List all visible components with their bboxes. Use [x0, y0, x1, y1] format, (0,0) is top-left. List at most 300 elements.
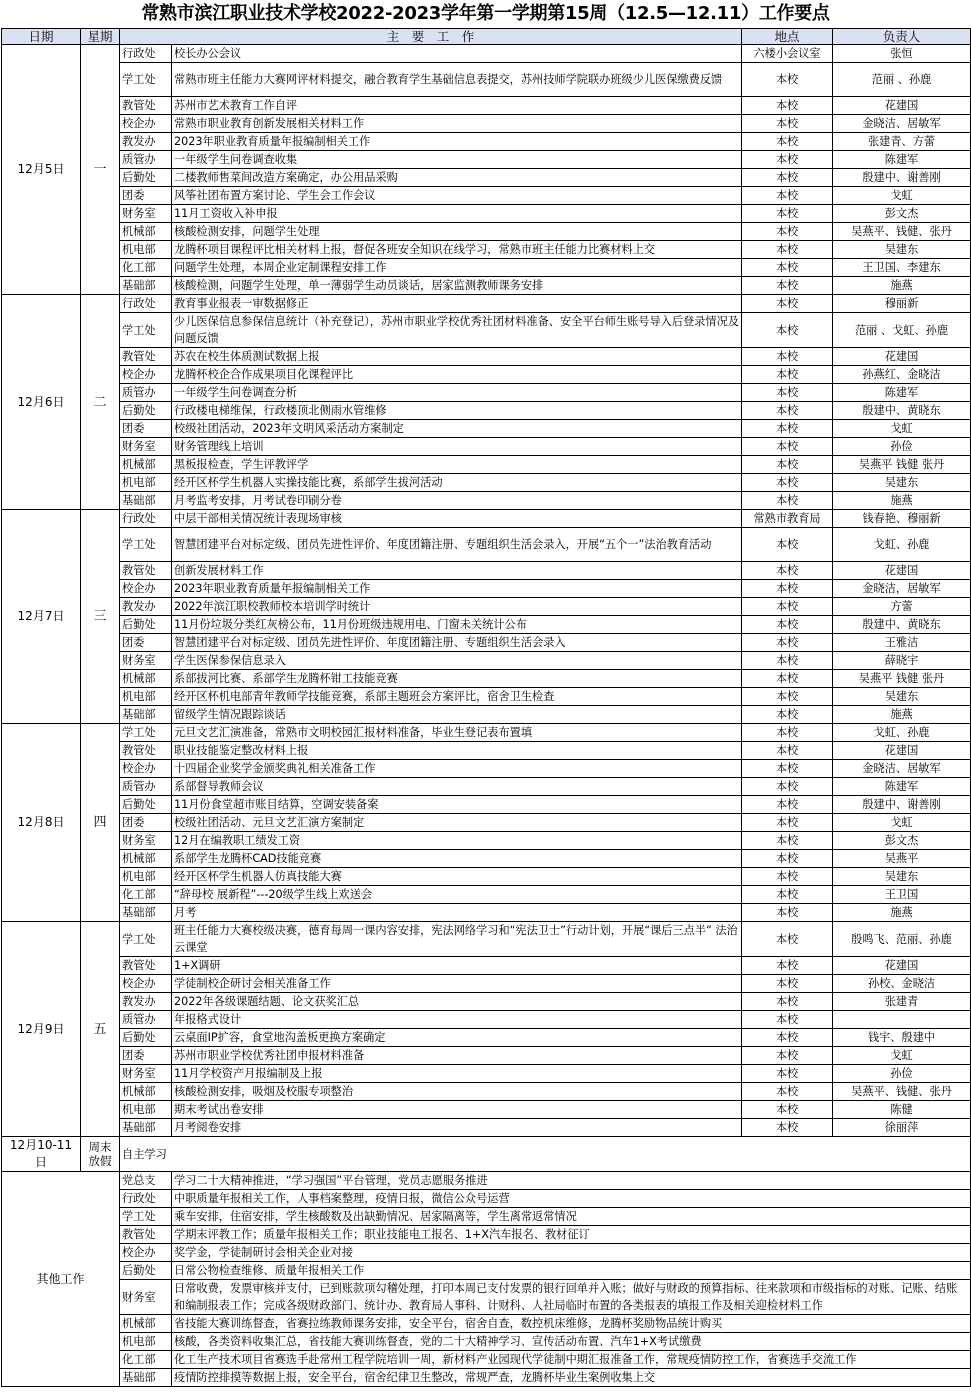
task-text: 常熟市职业教育创新发展相关材料工作 — [172, 115, 742, 133]
location: 本校 — [742, 420, 833, 438]
table-row — [2, 510, 971, 528]
task-text: 教育事业报表一审数据修正 — [172, 295, 742, 313]
header-location: 地点 — [742, 29, 833, 45]
owner: 徐丽萍 — [833, 1119, 971, 1137]
owner: 戈虹、孙鹿 — [833, 724, 971, 742]
table-row — [2, 957, 971, 975]
task-text: 留级学生情况跟踪谈话 — [172, 706, 742, 724]
location: 本校 — [742, 187, 833, 205]
location: 本校 — [742, 993, 833, 1011]
other-work-row — [2, 1262, 971, 1280]
day-date: 12月6日 — [2, 295, 81, 510]
task-text: 年报格式设计 — [172, 1011, 742, 1029]
task-text: 校长办公会议 — [172, 45, 742, 63]
day-weekday: 五 — [81, 922, 120, 1137]
department: 团委 — [120, 187, 172, 205]
owner: 花建国 — [833, 742, 971, 760]
department: 教管处 — [120, 348, 172, 366]
task-text: 2023年职业教育质量年报编制相关工作 — [172, 580, 742, 598]
task-text: 11月学校资产月报编制及上报 — [172, 1065, 742, 1083]
department: 机械部 — [120, 670, 172, 688]
task-text: 经开区杯机电部青年教师学技能竞赛，系部主题班会方案评比，宿舍卫生检查 — [172, 688, 742, 706]
task-text: 校级社团活动、元旦文艺汇演方案制定 — [172, 814, 742, 832]
owner: 殷建中、黄晓东 — [833, 616, 971, 634]
task-text: 核酸检测安排，吸烟及校服专项整治 — [172, 1083, 742, 1101]
table-row — [2, 402, 971, 420]
task-text: 月考阅卷安排 — [172, 1119, 742, 1137]
table-row — [2, 45, 971, 63]
department: 化工部 — [120, 259, 172, 277]
location: 本校 — [742, 348, 833, 366]
table-row — [2, 742, 971, 760]
department: 机电部 — [120, 241, 172, 259]
task-text: 职业技能鉴定整改材料上报 — [172, 742, 742, 760]
owner: 花建国 — [833, 348, 971, 366]
owner: 吴建东 — [833, 688, 971, 706]
table-row — [2, 63, 971, 97]
task-text: 奖学金，学徒制研讨会相关企业对接 — [172, 1244, 971, 1262]
task-text: 问题学生处理，本周企业定制课程安排工作 — [172, 259, 742, 277]
task-text: 创新发展材料工作 — [172, 562, 742, 580]
task-text: 月考监考安排，月考试卷印刷分卷 — [172, 492, 742, 510]
department: 后勤处 — [120, 616, 172, 634]
location: 本校 — [742, 868, 833, 886]
department: 校企办 — [120, 366, 172, 384]
location: 本校 — [742, 742, 833, 760]
department: 质管办 — [120, 151, 172, 169]
department: 机电部 — [120, 868, 172, 886]
location: 本校 — [742, 384, 833, 402]
owner: 施燕 — [833, 277, 971, 295]
day-weekday: 三 — [81, 510, 120, 724]
department: 财务室 — [120, 205, 172, 223]
task-text: 一年级学生问卷调查分析 — [172, 384, 742, 402]
location: 本校 — [742, 975, 833, 993]
day-date: 12月7日 — [2, 510, 81, 724]
owner: 花建国 — [833, 957, 971, 975]
location: 本校 — [742, 724, 833, 742]
table-row — [2, 724, 971, 742]
table-row — [2, 688, 971, 706]
department: 财务室 — [120, 832, 172, 850]
owner: 陈健 — [833, 1101, 971, 1119]
owner: 张恒 — [833, 45, 971, 63]
task-text: 十四届企业奖学金颁奖典礼相关准备工作 — [172, 760, 742, 778]
task-text: 核酸检测安排，问题学生处理 — [172, 223, 742, 241]
department: 行政处 — [120, 510, 172, 528]
department: 校企办 — [120, 760, 172, 778]
department: 学工处 — [120, 1208, 172, 1226]
department: 后勤处 — [120, 796, 172, 814]
owner: 吴建东 — [833, 474, 971, 492]
table-row — [2, 886, 971, 904]
department: 行政处 — [120, 45, 172, 63]
other-work-row — [2, 1190, 971, 1208]
task-text: 省技能大赛训练督查，省赛拉练教师课务安排，安全平台，宿舍自查，数控机床维修，龙腾杯奖励物品统计购买 — [172, 1315, 971, 1333]
task-text: 二楼教师售菜间改造方案确定，办公用品采购 — [172, 169, 742, 187]
department: 后勤处 — [120, 402, 172, 420]
weekend-weekday: 周末放假 — [81, 1137, 120, 1172]
table-row — [2, 151, 971, 169]
owner: 吴建东 — [833, 868, 971, 886]
owner: 陈建军 — [833, 778, 971, 796]
table-row — [2, 1029, 971, 1047]
table-row — [2, 778, 971, 796]
owner: 孙校、金晓洁 — [833, 975, 971, 993]
department: 基础部 — [120, 1369, 172, 1387]
owner: 张建青、方蕾 — [833, 133, 971, 151]
table-row — [2, 115, 971, 133]
task-text: 财务管理线上培训 — [172, 438, 742, 456]
owner: 陈建军 — [833, 384, 971, 402]
table-row — [2, 384, 971, 402]
other-work-row — [2, 1172, 971, 1190]
location: 本校 — [742, 562, 833, 580]
owner: 施燕 — [833, 706, 971, 724]
location: 本校 — [742, 1101, 833, 1119]
page-title: 常熟市滨江职业技术学校2022-2023学年第一学期第15周（12.5—12.11）工作要点 — [141, 3, 830, 24]
location: 本校 — [742, 63, 833, 97]
location: 本校 — [742, 438, 833, 456]
table-row — [2, 348, 971, 366]
task-text: 系部督导教师会议 — [172, 778, 742, 796]
location: 本校 — [742, 850, 833, 868]
other-work-row — [2, 1351, 971, 1369]
department: 机电部 — [120, 1333, 172, 1351]
task-text: 日常公物检查维修、质量年报相关工作 — [172, 1262, 971, 1280]
day-date: 12月8日 — [2, 724, 81, 922]
table-row — [2, 241, 971, 259]
owner: 戈虹、孙鹿 — [833, 528, 971, 562]
task-text: 智慧团建平台对标定级、团员先进性评价、年度团籍注册、专题组织生活会录入，开展“五个一”法治教育活动 — [172, 528, 742, 562]
owner: 吴燕平 — [833, 850, 971, 868]
task-text: 1+X调研 — [172, 957, 742, 975]
owner: 殷建中、谢善刚 — [833, 796, 971, 814]
owner: 王雅洁 — [833, 634, 971, 652]
task-text: 龙腾杯校企合作成果项目化课程评比 — [172, 366, 742, 384]
table-header-row — [2, 29, 971, 45]
weekend-row — [2, 1137, 971, 1172]
table-row — [2, 528, 971, 562]
department: 财务室 — [120, 1280, 172, 1315]
weekend-task: 自主学习 — [120, 1137, 971, 1172]
department: 团委 — [120, 420, 172, 438]
location: 本校 — [742, 706, 833, 724]
department: 校企办 — [120, 580, 172, 598]
department: 机械部 — [120, 850, 172, 868]
department: 学工处 — [120, 724, 172, 742]
owner: 钱宇、殷建中 — [833, 1029, 971, 1047]
table-row — [2, 438, 971, 456]
location: 本校 — [742, 528, 833, 562]
owner: 戈虹 — [833, 1047, 971, 1065]
location: 本校 — [742, 474, 833, 492]
task-text: 乘车安排，住宿安排，学生核酸数及出缺勤情况、居家隔离等，学生离常返常情况 — [172, 1208, 971, 1226]
department: 机电部 — [120, 474, 172, 492]
header-date: 日期 — [2, 29, 81, 45]
location: 本校 — [742, 796, 833, 814]
other-work-row — [2, 1333, 971, 1351]
department: 化工部 — [120, 1351, 172, 1369]
owner: 陈建军 — [833, 151, 971, 169]
location: 本校 — [742, 313, 833, 348]
table-row — [2, 420, 971, 438]
table-row — [2, 850, 971, 868]
table-row — [2, 652, 971, 670]
task-text: 11月工资收入补申报 — [172, 205, 742, 223]
department: 教管处 — [120, 1226, 172, 1244]
task-text: 元旦文艺汇演准备，常熟市文明校园汇报材料准备，毕业生登记表布置填 — [172, 724, 742, 742]
other-work-row — [2, 1208, 971, 1226]
day-date: 12月9日 — [2, 922, 81, 1137]
weekend-date: 12月10-11日 — [2, 1137, 81, 1172]
table-row — [2, 760, 971, 778]
task-text: 苏州市职业学校优秀社团申报材料准备 — [172, 1047, 742, 1065]
department: 教发办 — [120, 993, 172, 1011]
table-row — [2, 904, 971, 922]
other-work-row — [2, 1280, 971, 1315]
task-text: 风筝社团布置方案讨论、学生会工作会议 — [172, 187, 742, 205]
department: 基础部 — [120, 706, 172, 724]
department: 化工部 — [120, 886, 172, 904]
table-row — [2, 1047, 971, 1065]
table-row — [2, 169, 971, 187]
department: 机械部 — [120, 1315, 172, 1333]
location: 本校 — [742, 259, 833, 277]
table-row — [2, 670, 971, 688]
owner: 戈虹 — [833, 814, 971, 832]
owner: 殷鸣飞、范丽、孙鹿 — [833, 922, 971, 957]
department: 机械部 — [120, 223, 172, 241]
task-text: 系部拔河比赛、系部学生龙腾杯钳工技能竞赛 — [172, 670, 742, 688]
location: 本校 — [742, 133, 833, 151]
location: 本校 — [742, 115, 833, 133]
task-text: 一年级学生问卷调查收集 — [172, 151, 742, 169]
table-row — [2, 133, 971, 151]
task-text: 常熟市班主任能力大赛网评材料提交，融合教育学生基础信息表提交，苏州技师学院联办班级少儿医保缴费反馈 — [172, 63, 742, 97]
task-text: 苏州市艺术教育工作自评 — [172, 97, 742, 115]
owner: 彭文杰 — [833, 832, 971, 850]
department: 质管办 — [120, 1011, 172, 1029]
task-text: 2022年滨江职校教师校本培训学时统计 — [172, 598, 742, 616]
location: 本校 — [742, 778, 833, 796]
location: 本校 — [742, 1011, 833, 1029]
department: 教管处 — [120, 562, 172, 580]
schedule-body — [2, 45, 971, 1387]
task-text: 日常收费，发票审核并支付，已到账款项勾稽处理，打印本周已支付发票的银行回单并入账；做好与财政的预算指标、往来款项和市级指标的对账、记账、结账和编制报表工作；完成各级财政部门、统计办、教育局人事科、计财科、人社局临时布置的各类报表的填报工作及相关迎检材料工作 — [172, 1280, 971, 1315]
location: 本校 — [742, 832, 833, 850]
location: 本校 — [742, 1047, 833, 1065]
owner: 金晓洁、居敏军 — [833, 760, 971, 778]
location: 六楼小会议室 — [742, 45, 833, 63]
table-row — [2, 706, 971, 724]
header-weekday: 星期 — [81, 29, 120, 45]
location: 本校 — [742, 814, 833, 832]
task-text: 经开区杯学生机器人实操技能比赛，系部学生拔河活动 — [172, 474, 742, 492]
task-text: 苏农在校生体质测试数据上报 — [172, 348, 742, 366]
table-row — [2, 223, 971, 241]
task-text: 学期末评教工作；质量年报相关工作；职业技能电工报名、1+X汽车报名、教材征订 — [172, 1226, 971, 1244]
owner: 金晓洁、居敏军 — [833, 115, 971, 133]
owner: 张建青 — [833, 993, 971, 1011]
department: 学工处 — [120, 63, 172, 97]
owner: 金晓洁，居敏军 — [833, 580, 971, 598]
table-row — [2, 598, 971, 616]
table-row — [2, 562, 971, 580]
task-text: 疫情防控排摸等数据上报，安全平台，宿舍纪律卫生整改，常规严查，龙腾杯毕业生案例收集上交 — [172, 1369, 971, 1387]
department: 机电部 — [120, 688, 172, 706]
task-text: 班主任能力大赛校级决赛，德育每周一课内容安排，宪法网络学习和“宪法卫士”行动计划，开展“课后三点半” 法治云课堂 — [172, 922, 742, 957]
department: 校企办 — [120, 1244, 172, 1262]
location: 本校 — [742, 366, 833, 384]
location: 本校 — [742, 1083, 833, 1101]
location: 本校 — [742, 616, 833, 634]
department: 学工处 — [120, 528, 172, 562]
location: 本校 — [742, 652, 833, 670]
location: 本校 — [742, 688, 833, 706]
owner: 施燕 — [833, 904, 971, 922]
department: 财务室 — [120, 438, 172, 456]
location: 本校 — [742, 904, 833, 922]
table-row — [2, 313, 971, 348]
day-weekday: 一 — [81, 45, 120, 295]
task-text: 学生医保参保信息录入 — [172, 652, 742, 670]
owner: 方蕾 — [833, 598, 971, 616]
task-text: 学徒制校企研讨会相关准备工作 — [172, 975, 742, 993]
task-text: 经开区杯学生机器人仿真技能大赛 — [172, 868, 742, 886]
owner: 吴燕平 钱健 张丹 — [833, 456, 971, 474]
location: 本校 — [742, 760, 833, 778]
table-row — [2, 277, 971, 295]
owner: 孙俭 — [833, 438, 971, 456]
location: 本校 — [742, 402, 833, 420]
department: 团委 — [120, 634, 172, 652]
table-row — [2, 456, 971, 474]
table-row — [2, 474, 971, 492]
location: 本校 — [742, 169, 833, 187]
department: 教管处 — [120, 742, 172, 760]
location: 本校 — [742, 205, 833, 223]
table-row — [2, 1083, 971, 1101]
table-row — [2, 1101, 971, 1119]
table-row — [2, 993, 971, 1011]
task-text: 12月在编教职工绩发工资 — [172, 832, 742, 850]
table-row — [2, 580, 971, 598]
table-row — [2, 187, 971, 205]
task-text: 化工生产技术项目省赛选手赴常州工程学院培训一周，新材料产业园现代学徒制中期汇报准备工作，常规疫情防控工作，省赛选手交流工作 — [172, 1351, 971, 1369]
location: 本校 — [742, 277, 833, 295]
department: 行政处 — [120, 1190, 172, 1208]
header-owner: 负责人 — [833, 29, 971, 45]
other-work-label: 其他工作 — [2, 1172, 120, 1387]
location: 本校 — [742, 456, 833, 474]
task-text: 云桌面IP扩容，食堂地沟盖板更换方案确定 — [172, 1029, 742, 1047]
department: 团委 — [120, 1047, 172, 1065]
owner: 王卫国、李建东 — [833, 259, 971, 277]
table-row — [2, 1065, 971, 1083]
table-row — [2, 205, 971, 223]
location: 本校 — [742, 886, 833, 904]
location: 本校 — [742, 241, 833, 259]
owner: 吴建东 — [833, 241, 971, 259]
owner: 吴燕平 钱健 张丹 — [833, 670, 971, 688]
location: 本校 — [742, 580, 833, 598]
task-text: 少儿医保信息参保信息统计（补充登记），苏州市职业学校优秀社团材料准备、安全平台师生账号导入后登录情况及问题反馈 — [172, 313, 742, 348]
department: 教管处 — [120, 957, 172, 975]
table-row — [2, 1011, 971, 1029]
task-text: “辞母校 展新程”---20级学生线上欢送会 — [172, 886, 742, 904]
department: 机械部 — [120, 456, 172, 474]
department: 团委 — [120, 814, 172, 832]
department: 后勤处 — [120, 169, 172, 187]
table-row — [2, 634, 971, 652]
owner: 穆丽新 — [833, 295, 971, 313]
department: 学工处 — [120, 313, 172, 348]
department: 机械部 — [120, 1083, 172, 1101]
location: 本校 — [742, 598, 833, 616]
day-weekday: 二 — [81, 295, 120, 510]
owner: 花建国 — [833, 97, 971, 115]
task-text: 系部学生龙腾杯CAD技能竞赛 — [172, 850, 742, 868]
owner: 彭文杰 — [833, 205, 971, 223]
other-work-row — [2, 1244, 971, 1262]
task-text: 2023年职业教育质量年报编制相关工作 — [172, 133, 742, 151]
department: 基础部 — [120, 277, 172, 295]
table-row — [2, 796, 971, 814]
owner: 范丽 、戈虹、孙鹿 — [833, 313, 971, 348]
task-text: 核酸检测，问题学生处理，单一薄弱学生动员谈话，居家监测教师课务安排 — [172, 277, 742, 295]
department: 教发办 — [120, 598, 172, 616]
owner: 戈虹 — [833, 187, 971, 205]
department: 机电部 — [120, 1101, 172, 1119]
location: 本校 — [742, 1119, 833, 1137]
owner: 薛晓宇 — [833, 652, 971, 670]
owner: 王卫国 — [833, 886, 971, 904]
task-text: 中层干部相关情况统计表现场审核 — [172, 510, 742, 528]
location: 本校 — [742, 957, 833, 975]
location: 本校 — [742, 97, 833, 115]
table-row — [2, 97, 971, 115]
owner: 花建国 — [833, 562, 971, 580]
department: 后勤处 — [120, 1029, 172, 1047]
task-text: 11月份垃圾分类红灰榜公布，11月份班级违规用电、门窗未关统计公布 — [172, 616, 742, 634]
owner: 殷建中、黄晓东 — [833, 402, 971, 420]
table-row — [2, 295, 971, 313]
department: 教管处 — [120, 97, 172, 115]
task-text: 核酸，各类资料收集汇总，省技能大赛训练督查，党的二十大精神学习、宣传活动布置、汽车1+X考试缴费 — [172, 1333, 971, 1351]
department: 党总支 — [120, 1172, 172, 1190]
owner: 范丽 、孙鹿 — [833, 63, 971, 97]
location: 本校 — [742, 295, 833, 313]
department: 财务室 — [120, 652, 172, 670]
task-text: 龙腾杯项目课程评比相关材料上报，督促各班安全知识在线学习，常熟市班主任能力比赛材料上交 — [172, 241, 742, 259]
department: 质管办 — [120, 778, 172, 796]
department: 财务室 — [120, 1065, 172, 1083]
department: 基础部 — [120, 904, 172, 922]
task-text: 2022年各级课题结题、论文获奖汇总 — [172, 993, 742, 1011]
table-row — [2, 366, 971, 384]
table-row — [2, 868, 971, 886]
table-row — [2, 1119, 971, 1137]
table-row — [2, 832, 971, 850]
day-date: 12月5日 — [2, 45, 81, 295]
header-work: 主 要 工 作 — [120, 29, 742, 45]
location: 本校 — [742, 670, 833, 688]
table-row — [2, 975, 971, 993]
table-row — [2, 259, 971, 277]
table-row — [2, 814, 971, 832]
owner: 戈虹 — [833, 420, 971, 438]
